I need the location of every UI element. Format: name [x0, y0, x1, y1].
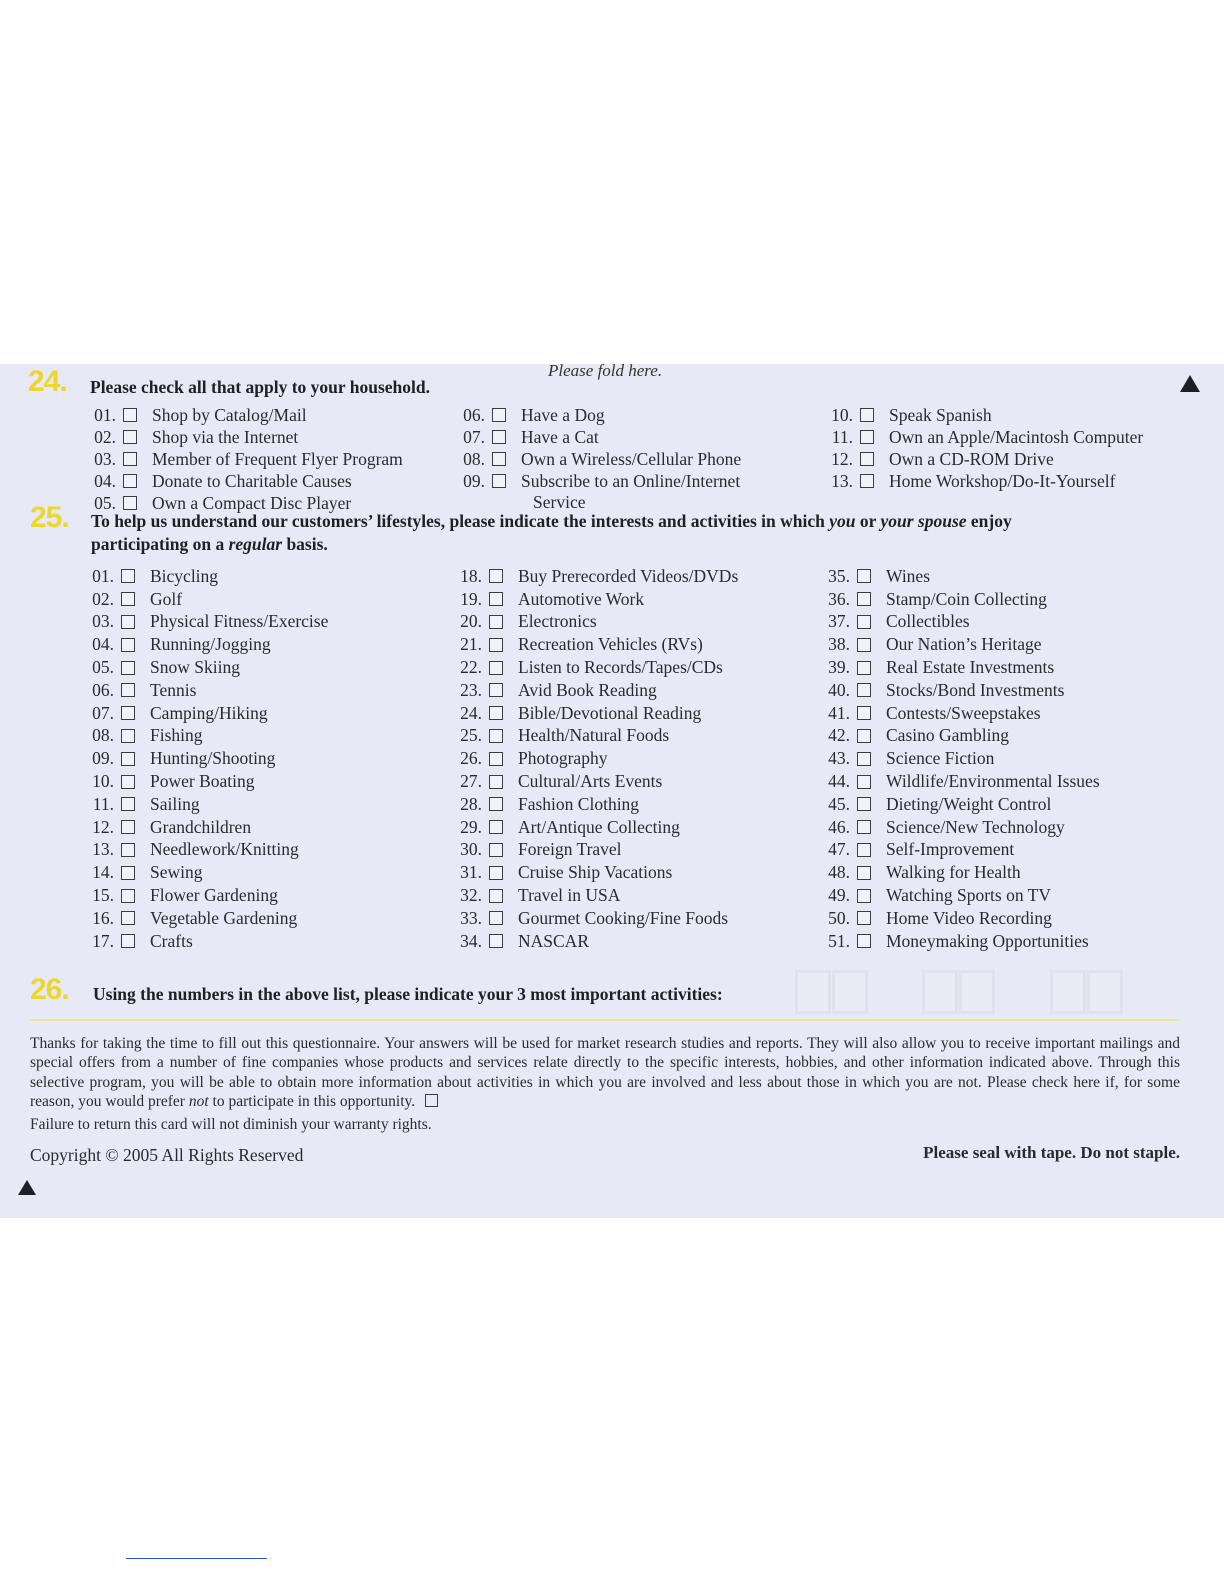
option-label: Cruise Ship Vacations — [518, 862, 673, 883]
q25-option-1-15[interactable] — [446, 907, 728, 930]
option-checkbox[interactable] — [857, 569, 871, 583]
option-label: Physical Fitness/Exercise — [150, 611, 329, 632]
option-label: Avid Book Reading — [518, 679, 657, 700]
option-checkbox[interactable] — [857, 729, 871, 743]
option-number: 02. — [94, 426, 116, 447]
option-label: Have a Cat — [521, 426, 599, 447]
option-number: 45. — [828, 793, 850, 814]
q25-option-0-3[interactable] — [78, 633, 271, 656]
q25-option-2-14[interactable] — [814, 884, 1051, 907]
option-checkbox[interactable] — [121, 775, 135, 789]
option-number: 15. — [92, 885, 114, 906]
answer-box-2[interactable] — [922, 970, 1001, 1014]
q25-option-0-15[interactable] — [78, 907, 297, 930]
q25-option-2-4[interactable] — [814, 656, 1054, 679]
option-label: Vegetable Gardening — [150, 907, 298, 928]
option-label: Camping/Hiking — [150, 702, 268, 723]
q24-option-2-2[interactable] — [817, 448, 1054, 471]
q25-option-0-4[interactable] — [78, 656, 240, 679]
option-number: 20. — [460, 611, 482, 632]
option-label: Crafts — [150, 930, 193, 951]
q25-option-0-14[interactable] — [78, 884, 278, 907]
q25-option-2-8[interactable] — [814, 747, 994, 770]
opt-out-checkbox[interactable] — [425, 1094, 438, 1107]
option-checkbox[interactable] — [121, 934, 135, 948]
option-checkbox[interactable] — [121, 820, 135, 834]
option-label: Foreign Travel — [518, 839, 622, 860]
option-label: Listen to Records/Tapes/CDs — [518, 657, 723, 678]
option-checkbox[interactable] — [489, 752, 503, 766]
option-checkbox[interactable] — [857, 797, 871, 811]
option-number: 07. — [92, 702, 114, 723]
q25-option-2-13[interactable] — [814, 861, 1021, 884]
option-checkbox[interactable] — [121, 638, 135, 652]
option-label: Wines — [886, 565, 931, 586]
fold-instruction: Please fold here. — [548, 361, 663, 380]
option-checkbox[interactable] — [857, 820, 871, 834]
q24-option-1-3[interactable] — [449, 470, 740, 493]
q25-option-2-1[interactable] — [814, 588, 1047, 611]
option-label: Home Workshop/Do-It-Yourself — [889, 470, 1116, 491]
q25-option-1-6[interactable] — [446, 702, 701, 725]
option-checkbox[interactable] — [121, 661, 135, 675]
option-checkbox[interactable] — [857, 843, 871, 857]
q25-option-1-12[interactable] — [446, 839, 622, 862]
option-label: Power Boating — [150, 771, 255, 792]
q24-option-0-0[interactable] — [80, 404, 307, 427]
option-checkbox[interactable] — [857, 889, 871, 903]
option-label: Snow Skiing — [150, 657, 240, 678]
q25-option-1-3[interactable] — [446, 633, 703, 656]
option-number: 01. — [92, 565, 114, 586]
option-checkbox[interactable] — [121, 729, 135, 743]
option-number: 17. — [92, 930, 114, 951]
option-checkbox[interactable] — [489, 615, 503, 629]
q24-option-1-1[interactable] — [449, 426, 599, 449]
q25-option-0-8[interactable] — [78, 747, 275, 770]
q25-option-2-12[interactable] — [814, 839, 1014, 862]
question-26-number: 26. — [30, 973, 69, 1006]
option-checkbox[interactable] — [121, 797, 135, 811]
option-number: 18. — [460, 565, 482, 586]
option-number: 10. — [92, 771, 114, 792]
option-label: Walking for Health — [886, 862, 1021, 883]
option-number: 39. — [828, 657, 850, 678]
option-label: Automotive Work — [518, 588, 645, 609]
option-checkbox[interactable] — [860, 408, 874, 422]
option-number: 28. — [460, 793, 482, 814]
q25-option-1-13[interactable] — [446, 861, 672, 884]
option-number: 04. — [92, 634, 114, 655]
option-checkbox[interactable] — [860, 430, 874, 444]
option-number: 02. — [92, 588, 114, 609]
q25-option-1-4[interactable] — [446, 656, 723, 679]
option-checkbox[interactable] — [857, 911, 871, 925]
option-label: Own a CD-ROM Drive — [889, 448, 1054, 469]
question-26-text: Using the numbers in the above list, please indicate your 3 most important activities: — [93, 984, 723, 1004]
option-label: Tennis — [150, 679, 197, 700]
option-label: Cultural/Arts Events — [518, 771, 663, 792]
q25-option-2-9[interactable] — [814, 770, 1100, 793]
option-checkbox[interactable] — [489, 592, 503, 606]
option-number: 22. — [460, 657, 482, 678]
option-label: Sewing — [150, 862, 203, 883]
question-24-number: 24. — [28, 365, 67, 398]
option-label: Hunting/Shooting — [150, 748, 276, 769]
option-checkbox[interactable] — [489, 866, 503, 880]
q25-option-2-6[interactable] — [814, 702, 1041, 725]
divider — [30, 1019, 1180, 1021]
option-label: Own an Apple/Macintosh Computer — [889, 426, 1144, 447]
option-checkbox[interactable] — [857, 775, 871, 789]
option-label: Running/Jogging — [150, 634, 271, 655]
option-label: Fishing — [150, 725, 203, 746]
option-number: 03. — [92, 611, 114, 632]
q25-option-0-1[interactable] — [78, 588, 182, 611]
option-checkbox[interactable] — [121, 569, 135, 583]
option-label: Contests/Sweepstakes — [886, 702, 1041, 723]
option-label: Grandchildren — [150, 816, 252, 837]
q25-option-1-16[interactable] — [446, 930, 589, 953]
option-checkbox[interactable] — [857, 934, 871, 948]
option-checkbox[interactable] — [489, 934, 503, 948]
option-number: 30. — [460, 839, 482, 860]
q25-option-0-7[interactable] — [78, 725, 203, 748]
option-number: 25. — [460, 725, 482, 746]
option-number: 19. — [460, 588, 482, 609]
q25-option-2-10[interactable] — [814, 793, 1051, 816]
option-label: Dieting/Weight Control — [886, 793, 1052, 814]
option-label: Real Estate Investments — [886, 657, 1055, 678]
option-checkbox[interactable] — [857, 706, 871, 720]
option-number: 38. — [828, 634, 850, 655]
q24-option-2-3[interactable] — [817, 470, 1115, 493]
question-25-text-line2: participating on a regular basis. — [91, 534, 328, 554]
option-checkbox[interactable] — [121, 911, 135, 925]
option-label: Stamp/Coin Collecting — [886, 588, 1047, 609]
reply-card — [0, 361, 1224, 1218]
option-label: Own a Compact Disc Player — [152, 492, 352, 513]
option-number: 46. — [828, 816, 850, 837]
option-number: 06. — [92, 679, 114, 700]
q25-option-0-2[interactable] — [78, 611, 328, 634]
option-label: Shop by Catalog/Mail — [152, 404, 307, 425]
option-checkbox[interactable] — [489, 638, 503, 652]
q25-option-1-5[interactable] — [446, 679, 657, 702]
option-label: Have a Dog — [521, 404, 605, 425]
answer-box-3-digit-2[interactable] — [1087, 970, 1123, 1014]
option-number: 43. — [828, 748, 850, 769]
option-number: 09. — [463, 470, 485, 491]
option-label: Donate to Charitable Causes — [152, 470, 352, 491]
option-checkbox[interactable] — [121, 866, 135, 880]
option-label: Moneymaking Opportunities — [886, 930, 1089, 951]
option-number: 26. — [460, 748, 482, 769]
option-checkbox[interactable] — [121, 683, 135, 697]
option-number: 51. — [828, 930, 850, 951]
option-checkbox[interactable] — [121, 889, 135, 903]
option-checkbox[interactable] — [857, 866, 871, 880]
option-label: Flower Gardening — [150, 885, 278, 906]
q25-option-0-10[interactable] — [78, 793, 200, 816]
q24-option-2-0[interactable] — [817, 404, 992, 427]
option-number: 29. — [460, 816, 482, 837]
option-checkbox[interactable] — [492, 408, 506, 422]
q25-option-1-9[interactable] — [446, 770, 662, 793]
option-number: 13. — [831, 470, 853, 491]
option-number: 05. — [92, 657, 114, 678]
option-number: 36. — [828, 588, 850, 609]
option-checkbox[interactable] — [123, 430, 137, 444]
option-number: 35. — [828, 565, 850, 586]
answer-box-1[interactable] — [795, 970, 874, 1014]
option-checkbox[interactable] — [857, 638, 871, 652]
option-number: 08. — [463, 448, 485, 469]
option-number: 12. — [92, 816, 114, 837]
option-number: 34. — [460, 930, 482, 951]
option-checkbox[interactable] — [489, 820, 503, 834]
option-number: 14. — [92, 862, 114, 883]
question-25-text: To help us understand our customers’ lifestyles, please indicate the interests and activities in which you or your spouse enjoy — [91, 511, 1012, 531]
option-number: 04. — [94, 470, 116, 491]
item-09-continuation: Service — [533, 492, 586, 512]
option-checkbox[interactable] — [489, 911, 503, 925]
option-label: Travel in USA — [518, 885, 621, 906]
option-number: 47. — [828, 839, 850, 860]
option-label: Gourmet Cooking/Fine Foods — [518, 907, 729, 928]
option-checkbox[interactable] — [857, 752, 871, 766]
option-number: 49. — [828, 885, 850, 906]
option-label: Shop via the Internet — [152, 426, 299, 447]
option-number: 41. — [828, 702, 850, 723]
privacy-paragraph: Thanks for taking the time to fill out this questionnaire. Your answers will be used for market research studies and reports. They will also allow you to receive important mailings and special offers from a number of fine companies whose products and services relate directly to the specific interests, hobbies, and other information indicated above. Through this selective program, you will be able to obtain more information about activities in which you are involved and less about those in which you are not. Please check here if, for some reason, you would prefer not to participate in this opportunity. — [30, 1035, 1180, 1110]
option-number: 10. — [831, 404, 853, 425]
q25-option-1-10[interactable] — [446, 793, 639, 816]
option-checkbox[interactable] — [489, 775, 503, 789]
q24-option-0-2[interactable] — [80, 448, 403, 471]
q25-option-2-0[interactable] — [814, 565, 930, 588]
option-number: 27. — [460, 771, 482, 792]
option-label: NASCAR — [518, 930, 589, 951]
option-number: 11. — [92, 793, 114, 814]
q25-option-1-8[interactable] — [446, 747, 607, 770]
q25-option-1-1[interactable] — [446, 588, 644, 611]
option-checkbox[interactable] — [489, 889, 503, 903]
warranty-note: Failure to return this card will not diminish your warranty rights. — [30, 1116, 432, 1133]
q25-option-0-6[interactable] — [78, 702, 268, 725]
q25-option-2-7[interactable] — [814, 725, 1009, 748]
option-number: 12. — [831, 448, 853, 469]
option-number: 11. — [831, 426, 853, 447]
option-checkbox[interactable] — [123, 408, 137, 422]
option-checkbox[interactable] — [121, 752, 135, 766]
option-checkbox[interactable] — [489, 661, 503, 675]
option-checkbox[interactable] — [121, 843, 135, 857]
q25-option-1-2[interactable] — [446, 611, 597, 634]
q24-option-0-1[interactable] — [80, 426, 298, 449]
option-checkbox[interactable] — [121, 592, 135, 606]
option-checkbox[interactable] — [857, 615, 871, 629]
option-label: Science/New Technology — [886, 816, 1065, 837]
option-label: Member of Frequent Flyer Program — [152, 448, 403, 469]
answer-box-3-digit-1[interactable] — [1050, 970, 1086, 1014]
option-number: 05. — [94, 492, 116, 513]
option-label: Recreation Vehicles (RVs) — [518, 634, 703, 655]
q25-option-1-7[interactable] — [446, 725, 669, 748]
option-label: Fashion Clothing — [518, 793, 640, 814]
option-number: 21. — [460, 634, 482, 655]
q24-option-1-0[interactable] — [449, 404, 605, 427]
option-checkbox[interactable] — [489, 569, 503, 583]
option-number: 09. — [92, 748, 114, 769]
option-label: Needlework/Knitting — [150, 839, 299, 860]
q25-option-1-0[interactable] — [446, 565, 738, 588]
q25-option-2-2[interactable] — [814, 611, 970, 634]
option-checkbox[interactable] — [123, 452, 137, 466]
q25-option-0-16[interactable] — [78, 930, 193, 953]
option-number: 23. — [460, 679, 482, 700]
option-number: 03. — [94, 448, 116, 469]
answer-box-1-digit-1[interactable] — [795, 970, 831, 1014]
option-label: Own a Wireless/Cellular Phone — [521, 448, 742, 469]
question-24-text: Please check all that apply to your household. — [90, 377, 430, 397]
q25-option-0-0[interactable] — [78, 565, 218, 588]
option-number: 48. — [828, 862, 850, 883]
option-number: 37. — [828, 611, 850, 632]
option-checkbox[interactable] — [489, 706, 503, 720]
option-checkbox[interactable] — [121, 706, 135, 720]
q25-option-2-15[interactable] — [814, 907, 1052, 930]
option-label: Our Nation’s Heritage — [886, 634, 1042, 655]
option-label: Photography — [518, 748, 608, 769]
copyright: Copyright © 2005 All Rights Reserved — [30, 1145, 304, 1165]
option-checkbox[interactable] — [489, 843, 503, 857]
option-number: 13. — [92, 839, 114, 860]
option-label: Sailing — [150, 793, 200, 814]
q24-option-0-3[interactable] — [80, 470, 352, 493]
option-number: 32. — [460, 885, 482, 906]
option-number: 33. — [460, 907, 482, 928]
answer-box-2-digit-1[interactable] — [922, 970, 958, 1014]
option-checkbox[interactable] — [492, 474, 506, 488]
option-label: Science Fiction — [886, 748, 995, 769]
option-checkbox[interactable] — [857, 683, 871, 697]
q25-option-0-5[interactable] — [78, 679, 196, 702]
q24-option-1-2[interactable] — [449, 448, 741, 471]
option-label: Home Video Recording — [886, 907, 1052, 928]
option-checkbox[interactable] — [489, 797, 503, 811]
option-number: 08. — [92, 725, 114, 746]
option-label: Bible/Devotional Reading — [518, 702, 702, 723]
question-25-number: 25. — [30, 501, 69, 534]
option-number: 24. — [460, 702, 482, 723]
option-checkbox[interactable] — [857, 592, 871, 606]
q24-option-2-1[interactable] — [817, 426, 1143, 449]
option-number: 31. — [460, 862, 482, 883]
answer-box-3[interactable] — [1050, 970, 1129, 1014]
option-checkbox[interactable] — [492, 452, 506, 466]
q25-option-0-12[interactable] — [78, 839, 299, 862]
option-checkbox[interactable] — [123, 474, 137, 488]
option-label: Wildlife/Environmental Issues — [886, 771, 1100, 792]
q25-option-2-11[interactable] — [814, 816, 1065, 839]
fold-arrow-up-icon-bottom — [18, 1180, 36, 1195]
option-number: 01. — [94, 404, 116, 425]
option-checkbox[interactable] — [123, 496, 137, 510]
answer-box-2-digit-2[interactable] — [959, 970, 995, 1014]
option-label: Health/Natural Foods — [518, 725, 670, 746]
option-number: 44. — [828, 771, 850, 792]
q25-option-2-3[interactable] — [814, 633, 1042, 656]
q25-option-0-13[interactable] — [78, 861, 203, 884]
option-checkbox[interactable] — [857, 661, 871, 675]
option-number: 06. — [463, 404, 485, 425]
option-number: 16. — [92, 907, 114, 928]
answer-box-1-digit-2[interactable] — [832, 970, 868, 1014]
option-number: 40. — [828, 679, 850, 700]
q25-option-1-11[interactable] — [446, 816, 680, 839]
option-number: 50. — [828, 907, 850, 928]
option-checkbox[interactable] — [492, 430, 506, 444]
option-label: Watching Sports on TV — [886, 885, 1051, 906]
option-checkbox[interactable] — [489, 683, 503, 697]
bottom-link-underline — [126, 1558, 267, 1559]
option-label: Electronics — [518, 611, 597, 632]
option-checkbox[interactable] — [860, 452, 874, 466]
q25-option-0-11[interactable] — [78, 816, 251, 839]
q25-option-0-9[interactable] — [78, 770, 255, 793]
option-checkbox[interactable] — [860, 474, 874, 488]
q25-option-2-16[interactable] — [814, 930, 1089, 953]
option-number: 07. — [463, 426, 485, 447]
option-label: Casino Gambling — [886, 725, 1009, 746]
option-label: Buy Prerecorded Videos/DVDs — [518, 565, 739, 586]
q25-option-2-5[interactable] — [814, 679, 1064, 702]
option-label: Speak Spanish — [889, 404, 992, 425]
option-checkbox[interactable] — [121, 615, 135, 629]
option-checkbox[interactable] — [489, 729, 503, 743]
q25-option-1-14[interactable] — [446, 884, 620, 907]
fold-arrow-up-icon — [1180, 375, 1200, 392]
option-number: 42. — [828, 725, 850, 746]
option-label: Bicycling — [150, 565, 219, 586]
seal-instruction: Please seal with tape. Do not staple. — [923, 1143, 1180, 1162]
option-label: Stocks/Bond Investments — [886, 679, 1065, 700]
option-label: Self-Improvement — [886, 839, 1015, 860]
option-label: Art/Antique Collecting — [518, 816, 680, 837]
option-label: Collectibles — [886, 611, 970, 632]
option-label: Golf — [150, 588, 183, 609]
option-label: Subscribe to an Online/Internet — [521, 470, 741, 491]
